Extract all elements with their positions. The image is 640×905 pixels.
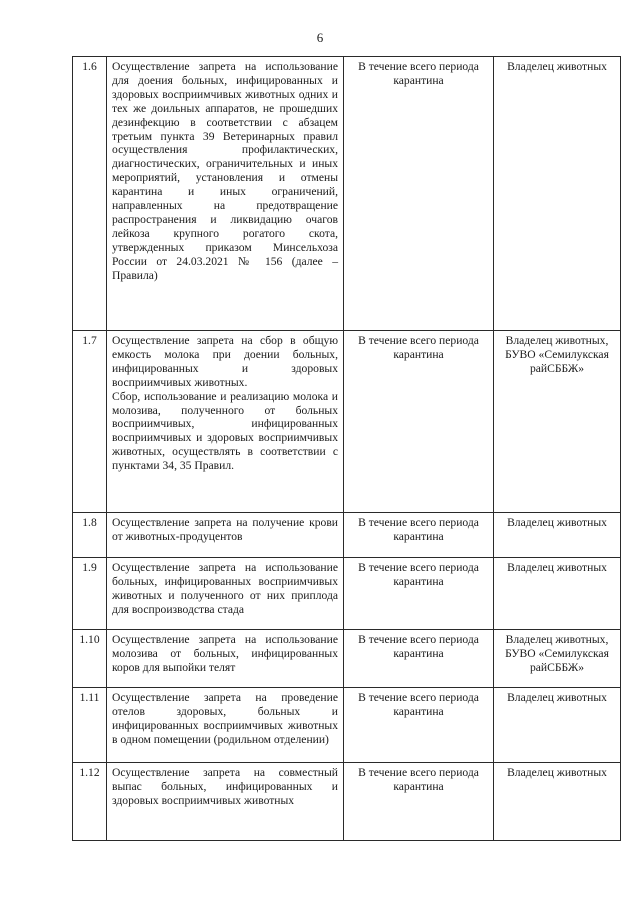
- term-text: В течение всего периода карантина: [344, 57, 494, 331]
- term-text: В течение всего периода карантина: [344, 630, 494, 688]
- page-number: 6: [316, 30, 324, 45]
- measure-paragraph: Осуществление запрета на использование больных, инфицированных восприимчивых животных и полученного от них приплода для воспроизводства стада: [112, 561, 338, 616]
- row-number: 1.11: [73, 688, 107, 763]
- responsible-text: Владелец животных, БУВО «Семилукская райСББЖ»: [494, 630, 621, 688]
- measure-text: [107, 763, 344, 841]
- term-text: В течение всего периода карантина: [344, 688, 494, 763]
- table-row: [73, 558, 621, 630]
- table-row: [73, 331, 621, 513]
- table-row: [73, 57, 621, 331]
- table-row: [73, 513, 621, 558]
- measure-text: [107, 630, 344, 688]
- term-text: В течение всего периода карантина: [344, 513, 494, 558]
- measure-paragraph: Осуществление запрета на сбор в общую емкость молока при доении больных, инфицированных и здоровых восприимчивых животных.: [112, 334, 338, 389]
- measure-paragraph: Осуществление запрета на получение крови от животных-продуцентов: [112, 516, 338, 543]
- measure-paragraph: Сбор, использование и реализацию молока и молозива, полученного от больных восприимчивых, инфицированных восприимчивых и здоровых восприимчивых животных, осуществлять в соответствии с пунктами 34, 35 Правил.: [112, 389, 338, 473]
- responsible-text: Владелец животных: [494, 763, 621, 841]
- measure-paragraph: Осуществление запрета на использование для доения больных, инфицированных и здоровых восприимчивых животных одних и тех же доильных аппаратов, не прошедших дезинфекцию в соответствии с абзацем третьим пункта 39 Ветеринарных правил осуществления профилактических, диагностических, ограничительных и иных мероприятий, установления и отмены карантина и иных ограничений, направленных на предотвращение распространения и ликвидацию очагов лейкоза крупного рогатого скота, утвержденных приказом Минсельхоза России от 24.03.2021 № 156 (далее – Правила): [112, 60, 338, 282]
- row-number: 1.9: [73, 558, 107, 630]
- measure-paragraph: Осуществление запрета на проведение отелов здоровых, больных и инфицированных восприимчивых животных в одном помещении (родильном отделении): [112, 691, 338, 746]
- measure-paragraph: Осуществление запрета на совместный выпас больных, инфицированных и здоровых восприимчивых животных: [112, 766, 338, 807]
- measures-table: [72, 56, 621, 841]
- table-row: [73, 688, 621, 763]
- term-text: В течение всего периода карантина: [344, 763, 494, 841]
- row-number: 1.8: [73, 513, 107, 558]
- measure-text: [107, 513, 344, 558]
- responsible-text: Владелец животных: [494, 688, 621, 763]
- row-number: 1.6: [73, 57, 107, 331]
- measure-text: [107, 558, 344, 630]
- measure-text: [107, 57, 344, 331]
- table-row: [73, 630, 621, 688]
- term-text: В течение всего периода карантина: [344, 558, 494, 630]
- row-number: 1.7: [73, 331, 107, 513]
- measure-paragraph: Осуществление запрета на использование молозива от больных, инфицированных коров для выпойки телят: [112, 633, 338, 674]
- measure-text: [107, 331, 344, 513]
- table-row: [73, 763, 621, 841]
- row-number: 1.12: [73, 763, 107, 841]
- responsible-text: Владелец животных, БУВО «Семилукская райСББЖ»: [494, 331, 621, 513]
- measure-text: [107, 688, 344, 763]
- term-text: В течение всего периода карантина: [344, 331, 494, 513]
- responsible-text: Владелец животных: [494, 513, 621, 558]
- responsible-text: Владелец животных: [494, 558, 621, 630]
- row-number: 1.10: [73, 630, 107, 688]
- responsible-text: Владелец животных: [494, 57, 621, 331]
